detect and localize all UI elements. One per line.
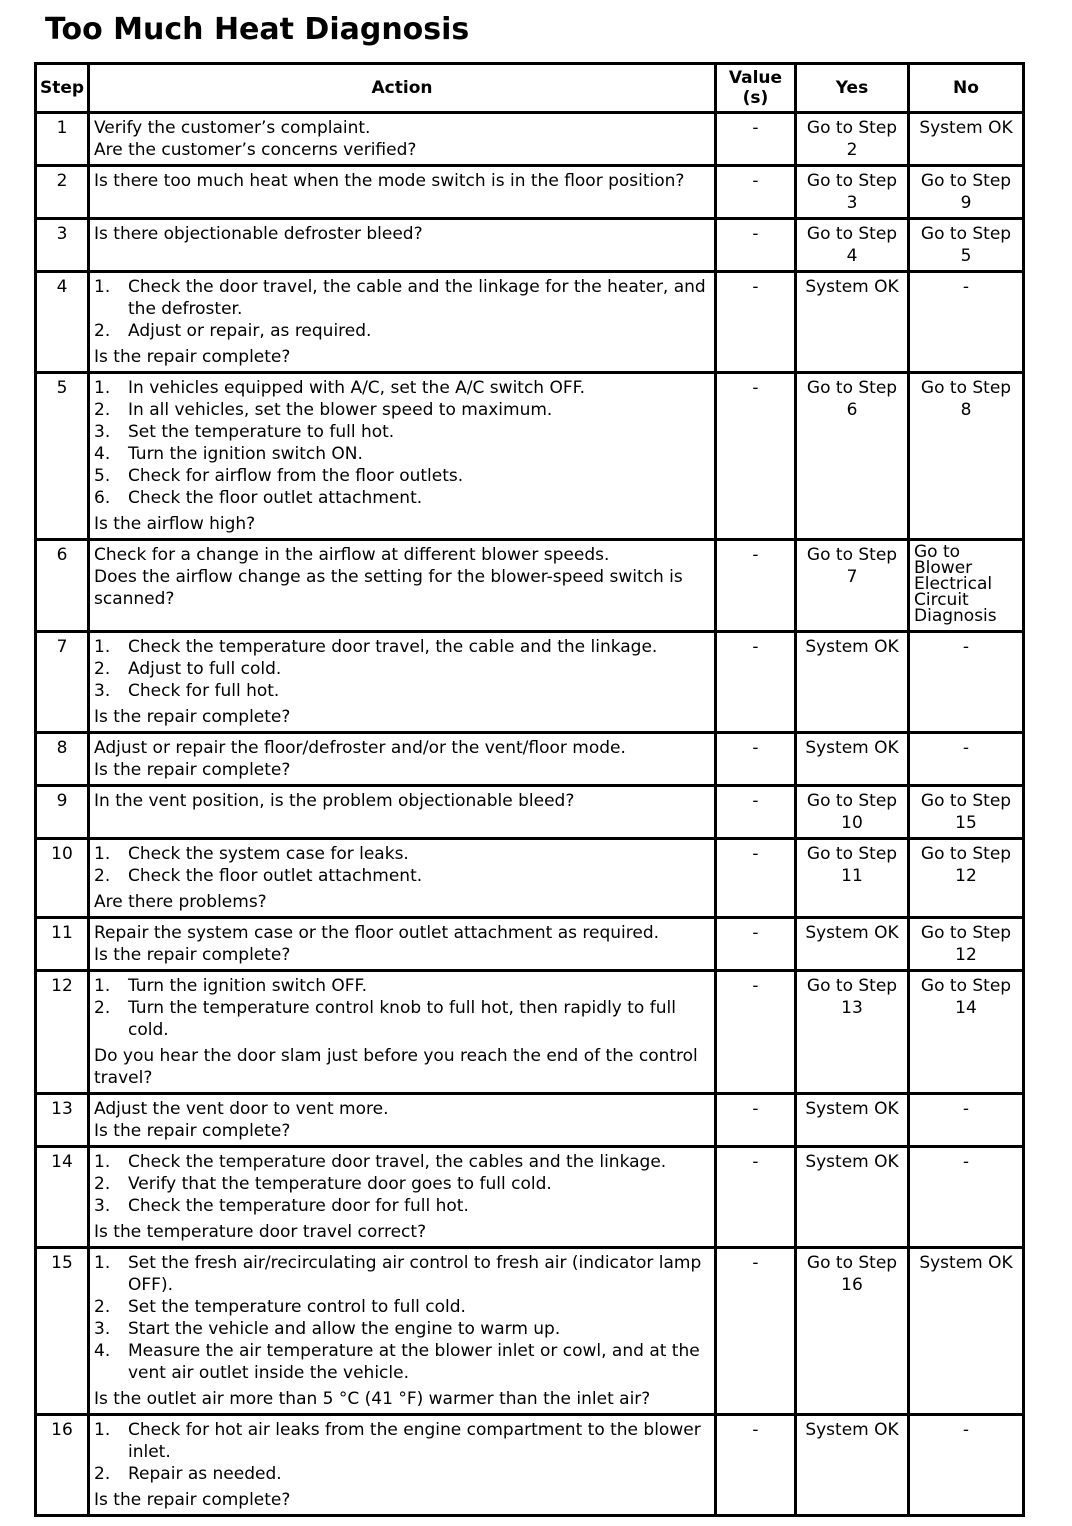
yes-cell: System OK xyxy=(796,1147,909,1248)
step-number: 11 xyxy=(36,918,89,971)
action-step-item: Turn the ignition switch ON. xyxy=(128,444,363,464)
header-step: Step xyxy=(36,64,89,113)
action-step-item: Turn the ignition switch OFF. xyxy=(128,976,368,996)
action-step-item: Adjust to full cold. xyxy=(128,659,282,679)
value-cell: - xyxy=(716,1147,796,1248)
yes-cell: Go to Step 11 xyxy=(796,839,909,918)
step-number: 16 xyxy=(36,1415,89,1516)
value-cell: - xyxy=(716,166,796,219)
yes-cell: System OK xyxy=(796,733,909,786)
action-cell xyxy=(89,373,716,540)
yes-cell: Go to Step 2 xyxy=(796,113,909,166)
action-step-item: Check the system case for leaks. xyxy=(128,844,409,864)
value-cell: - xyxy=(716,540,796,632)
no-cell: Go to Step 5 xyxy=(909,219,1024,272)
step-number: 3 xyxy=(36,219,89,272)
yes-cell: System OK xyxy=(796,272,909,373)
no-cell: Go to Step 12 xyxy=(909,839,1024,918)
action-cell xyxy=(89,272,716,373)
action-cell xyxy=(89,113,716,166)
table-row xyxy=(36,839,1024,918)
table-row xyxy=(36,373,1024,540)
table-row xyxy=(36,1248,1024,1415)
action-step-item: Check the floor outlet attachment. xyxy=(128,866,423,886)
action-step-list xyxy=(94,975,710,1041)
step-number: 4 xyxy=(36,272,89,373)
table-row xyxy=(36,918,1024,971)
table-row xyxy=(36,733,1024,786)
table-row xyxy=(36,219,1024,272)
step-number: 9 xyxy=(36,786,89,839)
table-row xyxy=(36,113,1024,166)
action-step-list xyxy=(94,1419,710,1485)
action-text: Is there too much heat when the mode switch is in the floor position? xyxy=(94,171,685,191)
action-text: Is the repair complete? xyxy=(94,1121,291,1141)
diagnosis-table xyxy=(34,62,1025,1517)
yes-cell: System OK xyxy=(796,632,909,733)
action-step-list xyxy=(94,1151,710,1217)
table-row xyxy=(36,786,1024,839)
action-cell xyxy=(89,971,716,1094)
value-cell: - xyxy=(716,918,796,971)
action-cell xyxy=(89,632,716,733)
action-cell xyxy=(89,1147,716,1248)
table-header-row xyxy=(36,64,1024,113)
no-cell: - xyxy=(909,1415,1024,1516)
value-cell: - xyxy=(716,632,796,733)
action-text: Does the airflow change as the setting for the blower-speed switch is scanned? xyxy=(94,567,683,609)
action-step-item: Verify that the temperature door goes to full cold. xyxy=(128,1174,552,1194)
no-cell: System OK xyxy=(909,113,1024,166)
action-text: Is there objectionable defroster bleed? xyxy=(94,224,423,244)
no-cell: Go to Step 15 xyxy=(909,786,1024,839)
action-question: Is the temperature door travel correct? xyxy=(94,1222,427,1242)
action-cell xyxy=(89,219,716,272)
action-step-item: Check for full hot. xyxy=(128,681,280,701)
step-number: 13 xyxy=(36,1094,89,1147)
action-question: Is the airflow high? xyxy=(94,514,256,534)
action-question: Are there problems? xyxy=(94,892,267,912)
action-step-item: Adjust or repair, as required. xyxy=(128,321,372,341)
no-cell: - xyxy=(909,272,1024,373)
yes-cell: Go to Step 6 xyxy=(796,373,909,540)
action-step-item: Start the vehicle and allow the engine to warm up. xyxy=(128,1319,561,1339)
table-row xyxy=(36,540,1024,632)
action-step-list xyxy=(94,276,710,342)
step-number: 14 xyxy=(36,1147,89,1248)
action-step-item: Set the fresh air/recirculating air control to fresh air (indicator lamp OFF). xyxy=(128,1253,702,1295)
no-cell: - xyxy=(909,1094,1024,1147)
table-row xyxy=(36,971,1024,1094)
yes-cell: System OK xyxy=(796,918,909,971)
header-value: Value (s) xyxy=(716,64,796,113)
page-title: Too Much Heat Diagnosis xyxy=(45,12,470,47)
action-text: Are the customer’s concerns verified? xyxy=(94,140,417,160)
header-no: No xyxy=(909,64,1024,113)
step-number: 6 xyxy=(36,540,89,632)
no-cell: Go to Step 9 xyxy=(909,166,1024,219)
action-cell xyxy=(89,1415,716,1516)
no-cell: Go to Blower Electrical Circuit Diagnosis xyxy=(909,540,1024,632)
step-number: 1 xyxy=(36,113,89,166)
step-number: 5 xyxy=(36,373,89,540)
table-row xyxy=(36,1415,1024,1516)
step-number: 12 xyxy=(36,971,89,1094)
action-step-list xyxy=(94,1252,710,1384)
value-cell: - xyxy=(716,786,796,839)
table-row xyxy=(36,272,1024,373)
step-number: 2 xyxy=(36,166,89,219)
action-text: Adjust or repair the floor/defroster and/or the vent/floor mode. xyxy=(94,738,626,758)
table-row xyxy=(36,1094,1024,1147)
action-text: Is the repair complete? xyxy=(94,945,291,965)
action-cell xyxy=(89,918,716,971)
value-cell: - xyxy=(716,373,796,540)
no-cell: System OK xyxy=(909,1248,1024,1415)
step-number: 10 xyxy=(36,839,89,918)
value-cell: - xyxy=(716,219,796,272)
value-cell: - xyxy=(716,1415,796,1516)
action-step-item: In vehicles equipped with A/C, set the A/C switch OFF. xyxy=(128,378,586,398)
action-step-item: Measure the air temperature at the blower inlet or cowl, and at the vent air outlet inside the vehicle. xyxy=(128,1341,700,1383)
action-cell xyxy=(89,839,716,918)
action-cell xyxy=(89,166,716,219)
yes-cell: Go to Step 7 xyxy=(796,540,909,632)
table-body xyxy=(36,113,1024,1516)
value-cell: - xyxy=(716,113,796,166)
header-yes: Yes xyxy=(796,64,909,113)
action-cell xyxy=(89,1248,716,1415)
action-step-item: Check the temperature door for full hot. xyxy=(128,1196,469,1216)
action-text: Verify the customer’s complaint. xyxy=(94,118,371,138)
yes-cell: Go to Step 10 xyxy=(796,786,909,839)
action-step-item: Repair as needed. xyxy=(128,1464,282,1484)
value-cell: - xyxy=(716,272,796,373)
action-question: Is the repair complete? xyxy=(94,1490,291,1510)
table-row xyxy=(36,166,1024,219)
action-question: Is the repair complete? xyxy=(94,347,291,367)
value-cell: - xyxy=(716,1094,796,1147)
yes-cell: Go to Step 4 xyxy=(796,219,909,272)
value-cell: - xyxy=(716,839,796,918)
header-action: Action xyxy=(89,64,716,113)
action-step-item: Check the temperature door travel, the cables and the linkage. xyxy=(128,1152,667,1172)
action-step-list xyxy=(94,636,710,702)
no-cell: - xyxy=(909,733,1024,786)
action-step-item: Set the temperature to full hot. xyxy=(128,422,395,442)
step-number: 7 xyxy=(36,632,89,733)
yes-cell: Go to Step 16 xyxy=(796,1248,909,1415)
action-step-item: Check the floor outlet attachment. xyxy=(128,488,423,508)
no-cell: - xyxy=(909,632,1024,733)
action-step-list xyxy=(94,377,710,509)
action-text: In the vent position, is the problem objectionable bleed? xyxy=(94,791,575,811)
action-text: Is the repair complete? xyxy=(94,760,291,780)
action-question: Do you hear the door slam just before you reach the end of the control travel? xyxy=(94,1046,698,1088)
action-cell xyxy=(89,1094,716,1147)
no-cell: Go to Step 14 xyxy=(909,971,1024,1094)
yes-cell: System OK xyxy=(796,1415,909,1516)
action-text: Repair the system case or the floor outlet attachment as required. xyxy=(94,923,660,943)
action-question: Is the outlet air more than 5 °C (41 °F) warmer than the inlet air? xyxy=(94,1389,651,1409)
action-cell xyxy=(89,786,716,839)
action-step-item: Check the door travel, the cable and the linkage for the heater, and the defroster. xyxy=(128,277,706,319)
value-cell: - xyxy=(716,1248,796,1415)
action-step-list xyxy=(94,843,710,887)
action-step-item: Turn the temperature control knob to full hot, then rapidly to full cold. xyxy=(128,998,676,1040)
action-step-item: Check for hot air leaks from the engine compartment to the blower inlet. xyxy=(128,1420,701,1462)
action-step-item: Set the temperature control to full cold. xyxy=(128,1297,466,1317)
no-cell: Go to Step 8 xyxy=(909,373,1024,540)
table-row xyxy=(36,1147,1024,1248)
step-number: 15 xyxy=(36,1248,89,1415)
yes-cell: Go to Step 13 xyxy=(796,971,909,1094)
action-cell xyxy=(89,733,716,786)
no-cell: Go to Step 12 xyxy=(909,918,1024,971)
action-text: Adjust the vent door to vent more. xyxy=(94,1099,389,1119)
action-step-item: Check for airflow from the floor outlets. xyxy=(128,466,464,486)
action-text: Check for a change in the airflow at different blower speeds. xyxy=(94,545,610,565)
action-step-item: Check the temperature door travel, the cable and the linkage. xyxy=(128,637,658,657)
yes-cell: Go to Step 3 xyxy=(796,166,909,219)
step-number: 8 xyxy=(36,733,89,786)
no-cell: - xyxy=(909,1147,1024,1248)
action-cell xyxy=(89,540,716,632)
value-cell: - xyxy=(716,733,796,786)
table-row xyxy=(36,632,1024,733)
yes-cell: System OK xyxy=(796,1094,909,1147)
value-cell: - xyxy=(716,971,796,1094)
action-step-item: In all vehicles, set the blower speed to maximum. xyxy=(128,400,553,420)
action-question: Is the repair complete? xyxy=(94,707,291,727)
